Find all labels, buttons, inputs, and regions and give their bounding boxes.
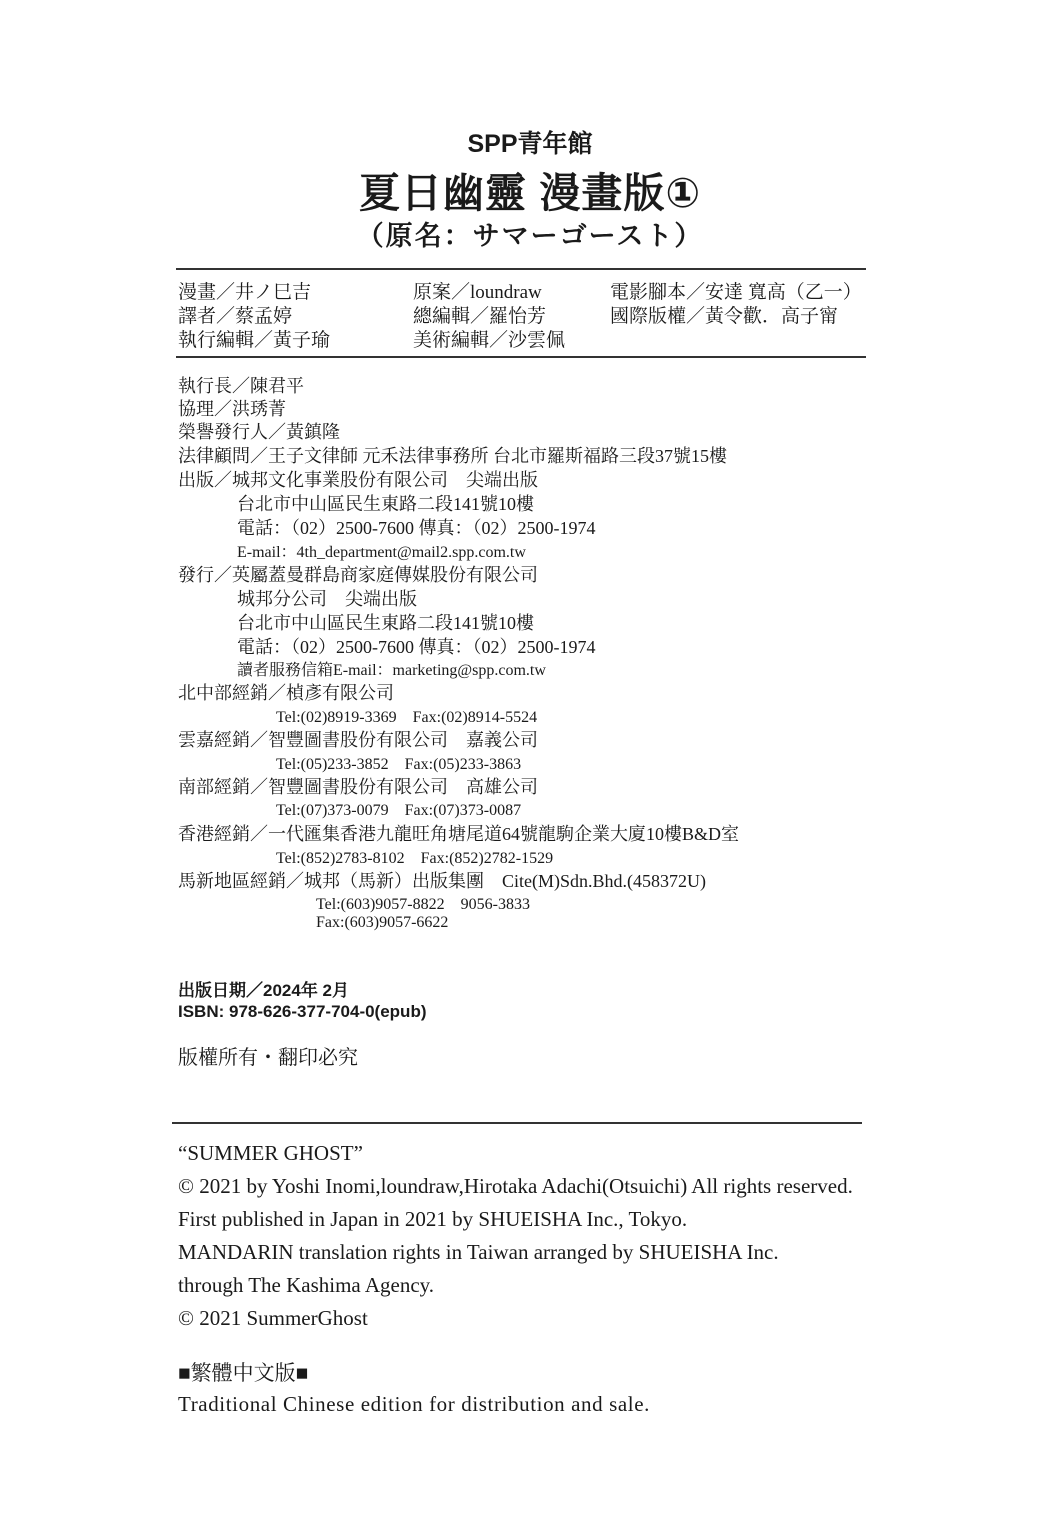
- edition-label: ■繁體中文版■: [178, 1361, 309, 1385]
- legal-advisor: 法律顧問／王子文律師 元禾法律事務所 台北市羅斯福路三段37號15樓: [178, 446, 727, 466]
- credit-original-concept: 原案／loundraw: [413, 282, 542, 303]
- publisher-address: 台北市中山區民生東路二段141號10樓: [237, 494, 534, 514]
- distributor-phone: 電話：（02）2500-7600 傳真：（02）2500-1974: [237, 637, 596, 657]
- credit-art-editor: 美術編輯／沙雲佩: [413, 330, 566, 351]
- isbn: ISBN: 978-626-377-704-0(epub): [178, 1002, 427, 1021]
- agency: through The Kashima Agency.: [178, 1273, 435, 1297]
- top-divider: [176, 268, 866, 270]
- credit-exec-editor: 執行編輯／黃子瑜: [178, 330, 331, 351]
- publisher-phone: 電話：（02）2500-7600 傳真：（02）2500-1974: [237, 518, 596, 538]
- first-published: First published in Japan in 2021 by SHUEISHA Inc., Tokyo.: [178, 1207, 688, 1231]
- all-rights-reserved: 版權所有・翻印必究: [178, 1047, 358, 1069]
- credits-divider: [176, 356, 866, 358]
- malaysia-distributor-fax: Fax:(603)9057-6622: [316, 914, 449, 931]
- credit-screenplay: 電影腳本／安達 寬高（乙一）: [610, 282, 862, 303]
- original-title: （原名：サマーゴースト）: [356, 221, 704, 251]
- edition-note: Traditional Chinese edition for distribution and sale.: [178, 1392, 650, 1416]
- honorary-publisher: 榮譽發行人／黃鎮隆: [178, 422, 340, 442]
- credit-translator: 譯者／蔡孟婷: [178, 306, 293, 327]
- hongkong-distributor-contact: Tel:(852)2783-8102 Fax:(852)2782-1529: [276, 850, 554, 867]
- book-title: 夏日幽靈 漫畫版①: [358, 170, 702, 216]
- malaysia-distributor-tel: Tel:(603)9057-8822 9056-3833: [316, 896, 530, 913]
- film-copyright: © 2021 SummerGhost: [178, 1306, 368, 1330]
- malaysia-distributor: 馬新地區經銷／城邦（馬新）出版集團 Cite(M)Sdn.Bhd.(458372U): [178, 871, 706, 891]
- copyright-holders: © 2021 by Yoshi Inomi,loundraw,Hirotaka Adachi(Otsuichi) All rights reserved.: [178, 1174, 853, 1198]
- ceo: 執行長／陳君平: [178, 376, 304, 396]
- distributor-branch: 城邦分公司 尖端出版: [237, 589, 417, 609]
- assistant-manager: 協理／洪琇菁: [178, 399, 286, 419]
- distributor-address: 台北市中山區民生東路二段141號10樓: [237, 613, 534, 633]
- distributor-email: 讀者服務信箱E-mail：marketing@spp.com.tw: [237, 662, 546, 679]
- translation-rights: MANDARIN translation rights in Taiwan arranged by SHUEISHA Inc.: [178, 1240, 779, 1264]
- chiayi-distributor: 雲嘉經銷／智豐圖書股份有限公司 嘉義公司: [178, 730, 538, 750]
- copyright-divider: [172, 1122, 862, 1124]
- chiayi-distributor-contact: Tel:(05)233-3852 Fax:(05)233-3863: [276, 756, 522, 773]
- south-distributor: 南部經銷／智豐圖書股份有限公司 高雄公司: [178, 777, 538, 797]
- series-name: SPP青年館: [467, 130, 593, 158]
- distributor: 發行／英屬蓋曼群島商家庭傳媒股份有限公司: [178, 565, 538, 585]
- credit-chief-editor: 總編輯／羅怡芳: [413, 306, 547, 327]
- hongkong-distributor: 香港經銷／一代匯集香港九龍旺角塘尾道64號龍駒企業大廈10樓B&D室: [178, 824, 740, 844]
- publication-date: 出版日期／2024年 2月: [178, 981, 349, 1000]
- south-distributor-contact: Tel:(07)373-0079 Fax:(07)373-0087: [276, 802, 522, 819]
- copyright-title: “SUMMER GHOST”: [178, 1141, 363, 1165]
- credit-intl-rights: 國際版權／黃令歡．高子甯: [610, 306, 839, 327]
- north-distributor-contact: Tel:(02)8919-3369 Fax:(02)8914-5524: [276, 709, 538, 726]
- publisher: 出版／城邦文化事業股份有限公司 尖端出版: [178, 470, 538, 490]
- credit-manga: 漫畫／井ノ巳吉: [178, 282, 312, 303]
- north-distributor: 北中部經銷／楨彥有限公司: [178, 683, 394, 703]
- publisher-email: E-mail：4th_department@mail2.spp.com.tw: [237, 544, 526, 561]
